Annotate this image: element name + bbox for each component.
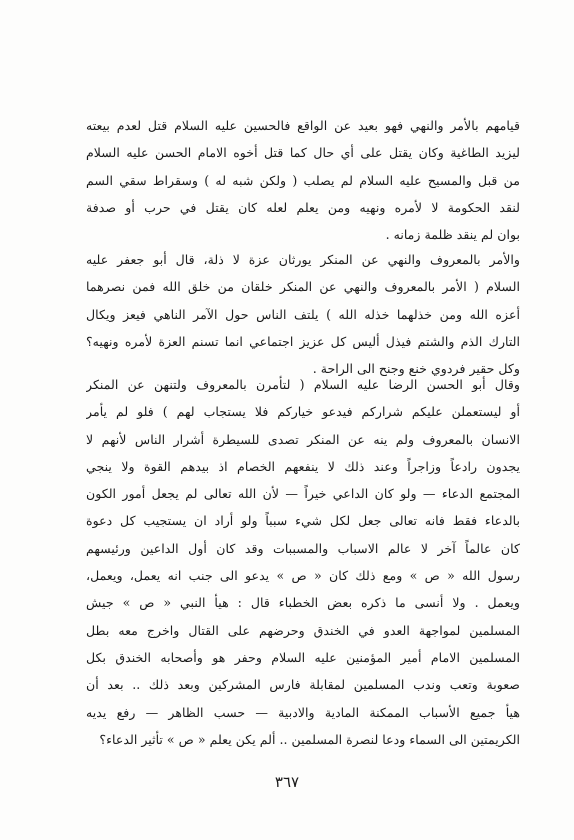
text-line: الانسان بالمعروف ولم ينه عن المنكر تصدى للسيطرة أشرار الناس لأنهم لا [86, 431, 520, 447]
page-number: ٣٦٧ [274, 773, 300, 791]
text-line: من قبل والمسيح عليه السلام لم يصلب ( ولكن شبه له ) وسقراط سقي السم [86, 172, 520, 188]
text-line: بالدعاء فقط فانه تعالى جعل لكل شيء سبباً ولو أراد ان يستجيب كل دعوة [86, 513, 520, 529]
text-line: ويعمل . ولا أنسى ما ذكره بعض الخطباء قال : هيأ النبي « ص » جيش [86, 595, 520, 611]
text-line: أو ليستعملن عليكم شراركم فيدعو خياركم فلا يستجاب لهم ) فلو لم يأمر [86, 404, 520, 420]
text-line: السلام ( الأمر بالمعروف والنهي عن المنكر خلقان من خلق الله فمن نصرهما [86, 279, 520, 295]
text-line: كان عالماً آخر لا عالم الاسباب والمسببات وقد كان أول الداعين ورئيسهم [86, 540, 520, 556]
paragraph-1 [86, 112, 520, 248]
text-line: المجتمع الدعاء — ولو كان الداعي خيراً — لأن الله تعالى لم يجعل أمور الكون [86, 486, 520, 502]
text-line: ليزيد الطاغية وكان يقتل على أي حال كما قتل أخوه الامام الحسن عليه السلام [86, 145, 520, 161]
text-line: والأمر بالمعروف والنهي عن المنكر يورثان عزة لا ذلة، قال أبو جعفر عليه [86, 252, 520, 267]
text-line: قيامهم بالأمر والنهي فهو بعيد عن الواقع فالحسين عليه السلام قتل لعدم بيعته [86, 118, 520, 133]
text-line: لنقد الحكومة لا لأمره ونهيه ومن يعلم لعله كان يقتل في حرب أو صدفة [86, 199, 520, 215]
text-line: هيأ جميع الأسباب الممكنة المادية والادبية — حسب الظاهر — رفع يديه [86, 704, 520, 720]
text-line: صعوبة وتعب وندب المسلمين لمقابلة فارس المشركين وبعد ذلك .. بعد أن [86, 677, 520, 693]
text-line: الكريمتين الى السماء ودعا لنصرة المسلمين .. ألم يكن يعلم « ص » تأثير الدعاء؟ [99, 731, 520, 747]
text-line: أعزه الله ومن خذلهما خذله الله ) يلتف الناس حول الآمر الناهي فيعز ويكال [86, 306, 520, 322]
paragraph-2 [86, 246, 520, 382]
text-line: المسلمين لمواجهة العدو في الخندق وحرضهم على القتال واخرج معه بطل [86, 622, 520, 638]
text-line: رسول الله « ص » ومع ذلك كان « ص » يدعو الى جنب انه يعمل، ويعمل، [86, 568, 520, 584]
paragraph-3 [86, 371, 520, 753]
text-line: بوان لم ينقد ظلمة زمانه . [385, 227, 520, 243]
text-line: المسلمين الامام أمير المؤمنين عليه السلام وحفر هو وأصحابه الخندق بكل [86, 649, 520, 665]
text-line: التارك الذم والشتم فيذل أليس كل عزيز اجتماعي انما تسنم العزة لأمره ونهيه؟ [86, 333, 520, 349]
text-line: يجدون رادعاً وزاجراً وعند ذلك لا ينفعهم الخصام اذ بيدهم القوة ولا ينجي [86, 458, 520, 474]
text-line: وكل حقير فردوي خنع وجنح الى الراحة . [312, 361, 520, 377]
text-line: وقال أبو الحسن الرضا عليه السلام ( لتأمرن بالمعروف ولتنهن عن المنكر [86, 377, 520, 392]
